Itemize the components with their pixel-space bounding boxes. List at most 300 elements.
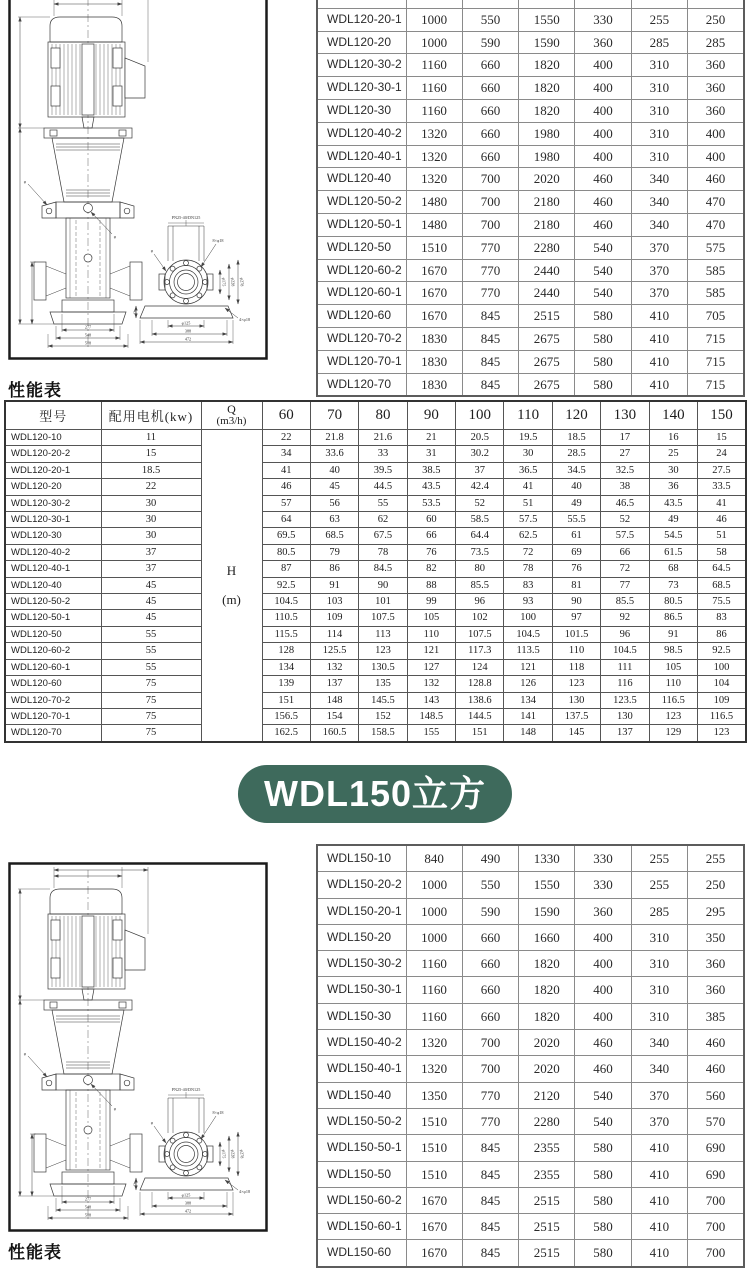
table-row <box>5 676 746 692</box>
value-cell: 1510 <box>406 1135 462 1161</box>
value-cell: 1820 <box>519 77 575 100</box>
value-cell: 17 <box>601 430 649 446</box>
value-cell: 540 <box>575 1082 631 1108</box>
value-cell: 410 <box>631 1187 687 1213</box>
value-cell: 30 <box>101 512 201 528</box>
value-cell: 2675 <box>519 373 575 396</box>
value-cell: 370 <box>631 236 687 259</box>
model-cell <box>317 0 406 8</box>
model-cell: WDL150-20-2 <box>317 872 406 898</box>
value-cell: 49 <box>552 495 600 511</box>
value-cell: 101 <box>359 594 407 610</box>
head-unit-merged-cell <box>201 430 262 742</box>
table-row <box>317 77 744 100</box>
value-cell: 560 <box>687 1082 744 1108</box>
value-cell: 58 <box>698 544 746 560</box>
value-cell: 134 <box>262 659 310 675</box>
value-cell: 700 <box>687 1187 744 1213</box>
value-cell: 83 <box>698 610 746 626</box>
value-cell: 715 <box>687 327 744 350</box>
table-row <box>5 626 746 642</box>
model-cell: WDL120-20 <box>317 31 406 54</box>
value-cell: 840 <box>406 845 462 872</box>
value-cell: 55 <box>101 626 201 642</box>
col-header-flow-value: 100 <box>456 401 504 430</box>
value-cell: 85.5 <box>601 594 649 610</box>
value-cell: 64 <box>262 512 310 528</box>
table-row <box>317 1214 744 1240</box>
value-cell: 660 <box>462 977 518 1003</box>
value-cell <box>519 0 575 8</box>
value-cell: 255 <box>631 872 687 898</box>
model-cell: WDL120-30-2 <box>5 495 101 511</box>
value-cell: 80.5 <box>262 544 310 560</box>
value-cell: 580 <box>575 350 631 373</box>
table-row <box>317 145 744 168</box>
model-cell: WDL150-30-1 <box>317 977 406 1003</box>
value-cell: 360 <box>687 99 744 122</box>
value-cell: 92.5 <box>262 577 310 593</box>
value-cell: 34 <box>262 446 310 462</box>
value-cell: 845 <box>462 1187 518 1213</box>
value-cell: 1000 <box>406 872 462 898</box>
value-cell: 1820 <box>519 54 575 77</box>
value-cell: 45 <box>101 610 201 626</box>
value-cell: 116.5 <box>649 692 697 708</box>
value-cell: 145 <box>552 725 600 742</box>
value-cell: 310 <box>631 951 687 977</box>
value-cell: 700 <box>462 1030 518 1056</box>
value-cell: 575 <box>687 236 744 259</box>
value-cell: 37 <box>456 462 504 478</box>
value-cell: 340 <box>631 213 687 236</box>
model-cell: WDL120-50 <box>5 626 101 642</box>
value-cell: 845 <box>462 327 518 350</box>
value-cell: 103 <box>310 594 358 610</box>
value-cell: 117.3 <box>456 643 504 659</box>
value-cell: 135 <box>359 676 407 692</box>
value-cell: 51 <box>698 528 746 544</box>
head-unit: (m) <box>222 592 241 608</box>
value-cell: 715 <box>687 350 744 373</box>
model-cell: WDL150-50-1 <box>317 1135 406 1161</box>
value-cell: 46 <box>262 479 310 495</box>
col-header-flow-value: 110 <box>504 401 552 430</box>
value-cell <box>631 0 687 8</box>
value-cell: 84.5 <box>359 561 407 577</box>
flow-unit: (m3/h) <box>216 415 247 428</box>
value-cell: 410 <box>631 1135 687 1161</box>
value-cell: 90 <box>359 577 407 593</box>
value-cell: 162.5 <box>262 725 310 742</box>
value-cell: 1510 <box>406 1161 462 1187</box>
value-cell: 2355 <box>519 1135 575 1161</box>
value-cell: 1590 <box>519 898 575 924</box>
value-cell: 690 <box>687 1161 744 1187</box>
value-cell: 1670 <box>406 259 462 282</box>
value-cell: 360 <box>575 898 631 924</box>
series-badge-wdl150: WDL150立方 <box>238 765 512 823</box>
value-cell: 90 <box>552 594 600 610</box>
value-cell: 310 <box>631 77 687 100</box>
model-cell: WDL120-50-1 <box>317 213 406 236</box>
table-row <box>5 430 746 446</box>
value-cell: 580 <box>575 1240 631 1267</box>
value-cell: 400 <box>575 77 631 100</box>
value-cell: 100 <box>504 610 552 626</box>
model-cell: WDL120-40 <box>5 577 101 593</box>
value-cell: 43.5 <box>649 495 697 511</box>
model-cell: WDL150-20-1 <box>317 898 406 924</box>
value-cell: 110 <box>552 643 600 659</box>
value-cell: 138.6 <box>456 692 504 708</box>
value-cell: 27.5 <box>698 462 746 478</box>
value-cell: 114 <box>310 626 358 642</box>
value-cell: 370 <box>631 259 687 282</box>
value-cell: 340 <box>631 1056 687 1082</box>
model-cell: WDL120-70-1 <box>317 350 406 373</box>
value-cell: 145.5 <box>359 692 407 708</box>
value-cell: 67.5 <box>359 528 407 544</box>
value-cell: 137 <box>601 725 649 742</box>
value-cell: 121 <box>504 659 552 675</box>
model-cell: WDL120-70 <box>5 725 101 742</box>
value-cell: 690 <box>687 1135 744 1161</box>
value-cell: 15 <box>101 446 201 462</box>
table-row <box>5 446 746 462</box>
value-cell: 310 <box>631 1003 687 1029</box>
value-cell: 152 <box>359 708 407 724</box>
value-cell: 360 <box>687 54 744 77</box>
model-cell: WDL120-20 <box>5 479 101 495</box>
value-cell: 660 <box>462 145 518 168</box>
value-cell: 590 <box>462 898 518 924</box>
value-cell: 110 <box>407 626 455 642</box>
value-cell: 80.5 <box>649 594 697 610</box>
value-cell: 91 <box>649 626 697 642</box>
value-cell: 540 <box>575 1108 631 1134</box>
value-cell: 99 <box>407 594 455 610</box>
value-cell: 285 <box>631 31 687 54</box>
col-header-flow-value: 120 <box>552 401 600 430</box>
value-cell: 143 <box>407 692 455 708</box>
value-cell: 144.5 <box>456 708 504 724</box>
value-cell: 134 <box>504 692 552 708</box>
table-row <box>5 659 746 675</box>
value-cell: 700 <box>462 168 518 191</box>
pump-technical-drawing-wdl150 <box>8 862 268 1232</box>
value-cell: 73.5 <box>456 544 504 560</box>
col-header-flow-value: 130 <box>601 401 649 430</box>
value-cell: 360 <box>687 77 744 100</box>
value-cell: 11 <box>101 430 201 446</box>
value-cell: 111 <box>601 659 649 675</box>
value-cell: 1830 <box>406 327 462 350</box>
model-cell: WDL120-60-1 <box>317 282 406 305</box>
table-row <box>317 1161 744 1187</box>
value-cell: 64.4 <box>456 528 504 544</box>
value-cell: 770 <box>462 282 518 305</box>
value-cell: 580 <box>575 1214 631 1240</box>
value-cell: 340 <box>631 191 687 214</box>
value-cell: 845 <box>462 305 518 328</box>
value-cell: 61.5 <box>649 544 697 560</box>
value-cell: 2180 <box>519 191 575 214</box>
value-cell: 1480 <box>406 213 462 236</box>
value-cell: 92 <box>601 610 649 626</box>
value-cell: 54.5 <box>649 528 697 544</box>
model-cell: WDL150-30-2 <box>317 951 406 977</box>
value-cell: 110.5 <box>262 610 310 626</box>
value-cell: 85.5 <box>456 577 504 593</box>
model-cell: WDL150-40-1 <box>317 1056 406 1082</box>
value-cell: 470 <box>687 213 744 236</box>
value-cell: 116.5 <box>698 708 746 724</box>
value-cell: 360 <box>575 31 631 54</box>
value-cell: 2515 <box>519 1214 575 1240</box>
value-cell: 160.5 <box>310 725 358 742</box>
model-cell: WDL120-20-2 <box>5 446 101 462</box>
value-cell: 1320 <box>406 122 462 145</box>
value-cell: 1160 <box>406 54 462 77</box>
model-cell: WDL120-70 <box>317 373 406 396</box>
value-cell: 285 <box>687 31 744 54</box>
value-cell: 75 <box>101 676 201 692</box>
value-cell: 410 <box>631 305 687 328</box>
value-cell: 410 <box>631 1161 687 1187</box>
value-cell: 83 <box>504 577 552 593</box>
value-cell: 148 <box>504 725 552 742</box>
model-cell: WDL120-50-1 <box>5 610 101 626</box>
value-cell: 109 <box>310 610 358 626</box>
value-cell: 107.5 <box>359 610 407 626</box>
value-cell: 19.5 <box>504 430 552 446</box>
value-cell: 52 <box>601 512 649 528</box>
value-cell: 98.5 <box>649 643 697 659</box>
value-cell: 124 <box>456 659 504 675</box>
value-cell: 1000 <box>406 898 462 924</box>
value-cell: 36 <box>649 479 697 495</box>
value-cell: 102 <box>456 610 504 626</box>
head-symbol: H <box>226 563 237 579</box>
value-cell: 33.6 <box>310 446 358 462</box>
value-cell: 32.5 <box>601 462 649 478</box>
table-row <box>5 643 746 659</box>
value-cell: 105 <box>649 659 697 675</box>
value-cell: 660 <box>462 77 518 100</box>
value-cell: 41 <box>262 462 310 478</box>
value-cell: 82 <box>407 561 455 577</box>
value-cell: 770 <box>462 1108 518 1134</box>
value-cell: 1820 <box>519 99 575 122</box>
dimension-table-wdl150 <box>316 851 746 1261</box>
table-row <box>317 1056 744 1082</box>
value-cell: 105 <box>407 610 455 626</box>
table-row <box>317 31 744 54</box>
model-cell: WDL120-60-1 <box>5 659 101 675</box>
value-cell: 700 <box>462 213 518 236</box>
value-cell: 78 <box>359 544 407 560</box>
value-cell: 385 <box>687 1003 744 1029</box>
value-cell: 45 <box>101 594 201 610</box>
value-cell: 130 <box>552 692 600 708</box>
value-cell: 460 <box>687 1056 744 1082</box>
value-cell: 123 <box>698 725 746 742</box>
value-cell: 1320 <box>406 168 462 191</box>
value-cell: 660 <box>462 122 518 145</box>
value-cell: 2020 <box>519 1030 575 1056</box>
model-cell: WDL120-50 <box>317 236 406 259</box>
value-cell: 61 <box>552 528 600 544</box>
table-row <box>317 872 744 898</box>
value-cell: 570 <box>687 1108 744 1134</box>
value-cell: 550 <box>462 872 518 898</box>
model-cell: WDL120-50-2 <box>317 191 406 214</box>
value-cell: 370 <box>631 282 687 305</box>
value-cell: 2515 <box>519 1187 575 1213</box>
value-cell: 137.5 <box>552 708 600 724</box>
value-cell: 113 <box>359 626 407 642</box>
value-cell: 460 <box>687 168 744 191</box>
value-cell: 1480 <box>406 191 462 214</box>
value-cell: 137 <box>310 676 358 692</box>
value-cell: 60 <box>407 512 455 528</box>
value-cell: 400 <box>575 122 631 145</box>
value-cell: 360 <box>687 977 744 1003</box>
value-cell: 45 <box>310 479 358 495</box>
performance-table-heading-2: 性能表 <box>8 1243 62 1262</box>
value-cell: 1510 <box>406 1108 462 1134</box>
value-cell: 1820 <box>519 951 575 977</box>
value-cell: 37 <box>101 544 201 560</box>
table-row <box>5 692 746 708</box>
value-cell: 460 <box>575 1030 631 1056</box>
model-cell: WDL150-50-2 <box>317 1108 406 1134</box>
value-cell: 141 <box>504 708 552 724</box>
model-cell: WDL150-60-2 <box>317 1187 406 1213</box>
value-cell: 400 <box>575 951 631 977</box>
col-header-flow-value: 80 <box>359 401 407 430</box>
table-row <box>317 845 744 872</box>
value-cell: 110 <box>649 676 697 692</box>
value-cell: 30 <box>649 462 697 478</box>
value-cell: 700 <box>687 1240 744 1267</box>
value-cell: 400 <box>575 977 631 1003</box>
value-cell: 40 <box>552 479 600 495</box>
value-cell: 1160 <box>406 77 462 100</box>
model-cell: WDL120-60-2 <box>317 259 406 282</box>
value-cell: 1670 <box>406 282 462 305</box>
value-cell: 410 <box>631 1214 687 1240</box>
model-cell: WDL150-30 <box>317 1003 406 1029</box>
model-cell: WDL120-40-1 <box>317 145 406 168</box>
value-cell: 53.5 <box>407 495 455 511</box>
value-cell: 400 <box>575 145 631 168</box>
table-row <box>317 168 744 191</box>
value-cell: 107.5 <box>456 626 504 642</box>
value-cell: 2440 <box>519 282 575 305</box>
value-cell: 86 <box>310 561 358 577</box>
value-cell: 87 <box>262 561 310 577</box>
value-cell: 1820 <box>519 1003 575 1029</box>
value-cell: 845 <box>462 1240 518 1267</box>
value-cell: 40 <box>310 462 358 478</box>
value-cell: 580 <box>575 1135 631 1161</box>
value-cell: 1820 <box>519 977 575 1003</box>
table-row <box>317 259 744 282</box>
value-cell: 1000 <box>406 31 462 54</box>
value-cell: 2515 <box>519 305 575 328</box>
value-cell: 250 <box>687 8 744 31</box>
value-cell <box>462 0 518 8</box>
value-cell: 1550 <box>519 8 575 31</box>
value-cell: 80 <box>456 561 504 577</box>
value-cell: 93 <box>504 594 552 610</box>
model-cell: WDL120-30 <box>5 528 101 544</box>
value-cell: 460 <box>575 213 631 236</box>
table-row <box>317 122 744 145</box>
value-cell: 77 <box>601 577 649 593</box>
value-cell: 69.5 <box>262 528 310 544</box>
model-cell: WDL150-40 <box>317 1082 406 1108</box>
value-cell: 250 <box>687 872 744 898</box>
table-row <box>317 350 744 373</box>
value-cell: 78 <box>504 561 552 577</box>
value-cell: 590 <box>462 31 518 54</box>
value-cell: 770 <box>462 1082 518 1108</box>
table-row <box>5 479 746 495</box>
model-cell: WDL150-20 <box>317 924 406 950</box>
table-row <box>5 561 746 577</box>
value-cell: 410 <box>631 350 687 373</box>
value-cell: 91 <box>310 577 358 593</box>
value-cell: 460 <box>575 191 631 214</box>
value-cell: 715 <box>687 373 744 396</box>
value-cell: 62 <box>359 512 407 528</box>
table-row <box>317 1030 744 1056</box>
value-cell: 330 <box>575 872 631 898</box>
value-cell: 580 <box>575 1161 631 1187</box>
model-cell: WDL120-50-2 <box>5 594 101 610</box>
value-cell: 1670 <box>406 1187 462 1213</box>
value-cell: 1550 <box>519 872 575 898</box>
value-cell: 350 <box>687 924 744 950</box>
model-cell: WDL150-10 <box>317 845 406 872</box>
value-cell: 109 <box>698 692 746 708</box>
value-cell: 63 <box>310 512 358 528</box>
value-cell: 15 <box>698 430 746 446</box>
value-cell: 45 <box>101 577 201 593</box>
model-cell: WDL120-60 <box>5 676 101 692</box>
value-cell: 46 <box>698 512 746 528</box>
value-cell: 1670 <box>406 1214 462 1240</box>
value-cell: 845 <box>462 1161 518 1187</box>
value-cell: 31 <box>407 446 455 462</box>
value-cell: 39.5 <box>359 462 407 478</box>
value-cell: 1980 <box>519 145 575 168</box>
model-cell: WDL120-40-2 <box>317 122 406 145</box>
model-cell: WDL120-60-2 <box>5 643 101 659</box>
value-cell: 68.5 <box>310 528 358 544</box>
value-cell: 155 <box>407 725 455 742</box>
value-cell <box>575 0 631 8</box>
value-cell: 460 <box>575 1056 631 1082</box>
value-cell: 1160 <box>406 951 462 977</box>
col-header-flow-value: 90 <box>407 401 455 430</box>
value-cell: 57 <box>262 495 310 511</box>
value-cell: 310 <box>631 54 687 77</box>
value-cell: 705 <box>687 305 744 328</box>
